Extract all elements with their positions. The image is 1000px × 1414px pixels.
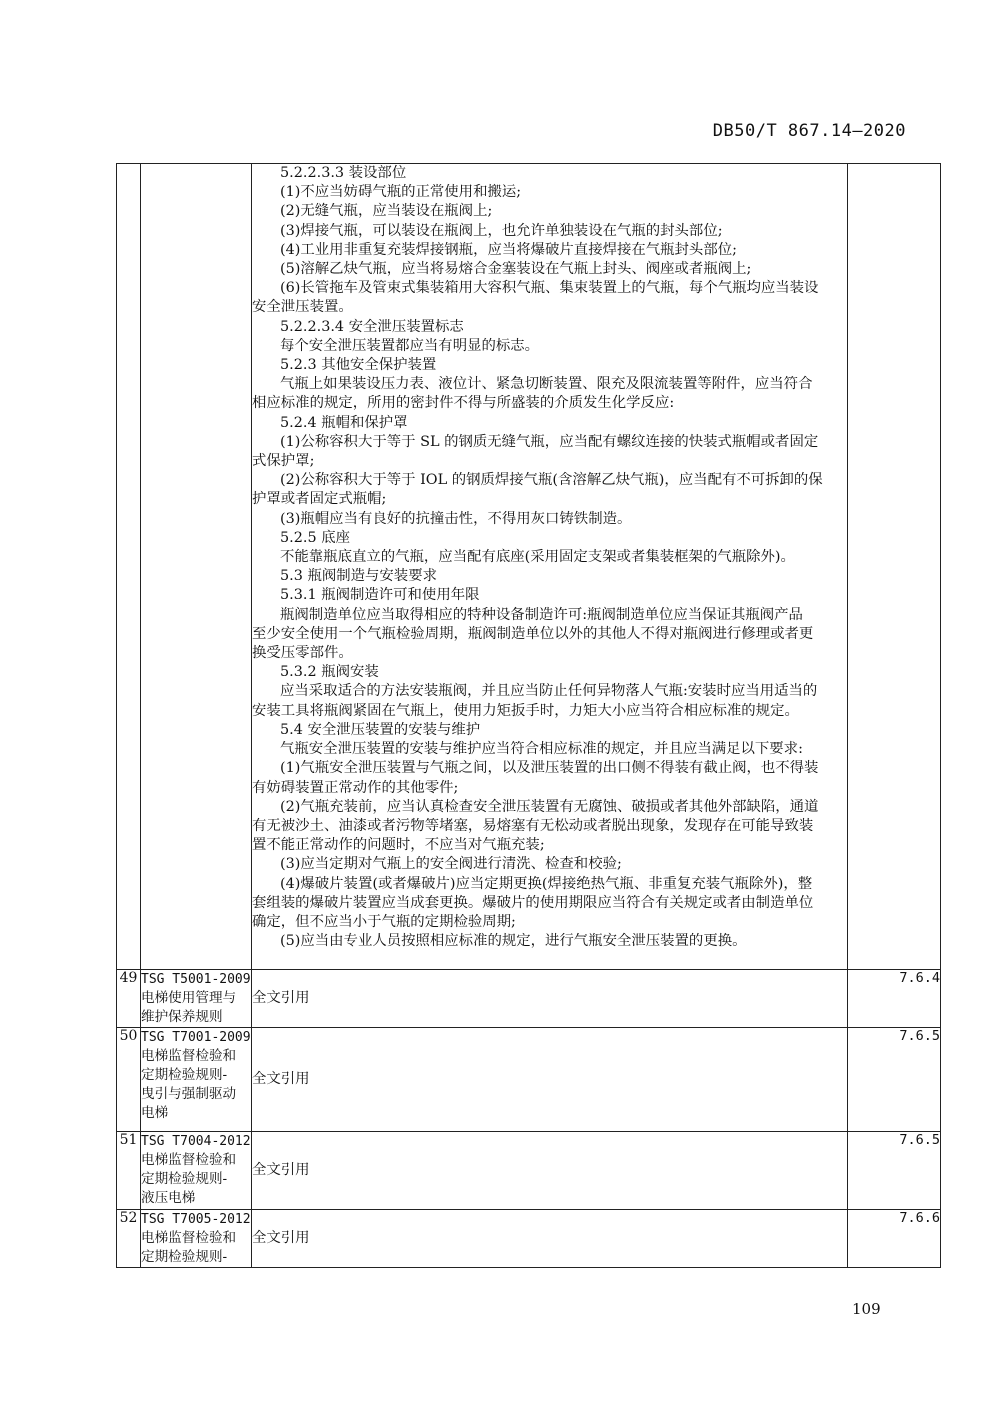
clause-ref: 7.6.6	[848, 1210, 941, 1268]
text-line: (5)应当由专业人员按照相应标准的规定，进行气瓶安全泄压装置的更换。	[280, 933, 747, 950]
text-line: 5.2.4 瓶帽和保护罩	[280, 414, 408, 431]
text-line: 安全泄压装置。	[252, 299, 353, 316]
text-line: 5.4 安全泄压装置的安装与维护	[280, 721, 481, 738]
standard-code: TSG T7001-2009	[141, 1030, 251, 1045]
standard-code: TSG T7004-2012	[141, 1134, 251, 1149]
standard-title-line: 电梯监督检验和	[141, 1048, 237, 1064]
content-text: 全文引用	[252, 970, 848, 1028]
text-line: (1)气瓶安全泄压装置与气瓶之间，以及泄压装置的出口侧不得装有截止阀，也不得装	[280, 760, 819, 777]
text-line: (2)气瓶充装前，应当认真检查安全泄压装置有无腐蚀、破损或者其他外部缺陷，通道	[280, 798, 819, 815]
table-row	[117, 1210, 941, 1268]
text-line: (4)工业用非重复充装焊接钢瓶，应当将爆破片直接焊接在气瓶封头部位;	[280, 241, 737, 258]
text-line: (1)不应当妨碍气瓶的正常使用和搬运;	[280, 184, 522, 201]
text-line: 安装工具将瓶阀紧固在气瓶上，使用力矩扳手时，力矩大小应当符合相应标准的规定。	[252, 702, 799, 719]
text-line: 5.2.2.3.3 装设部位	[280, 165, 407, 181]
row-number: 49	[117, 970, 141, 1028]
standard-title-line: 液压电梯	[141, 1190, 196, 1206]
text-line: 5.3.2 瓶阀安装	[280, 664, 379, 681]
text-line: 确定，但不应当小于气瓶的定期检验周期;	[252, 913, 516, 930]
text-line: 5.2.5 底座	[280, 529, 350, 546]
standard-title-line: 电梯监督检验和	[141, 1230, 237, 1246]
standards-table	[116, 163, 941, 1268]
clause-cell	[848, 164, 941, 970]
text-line: (5)溶解乙炔气瓶，应当将易熔合金塞装设在气瓶上封头、阀座或者瓶阀上;	[280, 261, 752, 278]
standard-title-line: 电梯	[141, 1105, 169, 1121]
text-line: 应当采取适合的方法安装瓶阀，并且应当防止任何异物落人气瓶:安装时应当用适当的	[280, 683, 818, 700]
text-line: (2)无缝气瓶，应当装设在瓶阀上;	[280, 203, 493, 220]
table-row	[117, 1028, 941, 1132]
text-line: (3)应当定期对气瓶上的安全阀进行清洗、检查和校验;	[280, 856, 622, 873]
table-row	[117, 970, 941, 1028]
text-line: 护罩或者固定式瓶帽;	[252, 491, 387, 508]
content-text: 全文引用	[252, 1210, 848, 1268]
standard-name	[141, 1132, 252, 1210]
text-line: 式保护罩;	[252, 453, 315, 470]
clause-ref: 7.6.4	[848, 970, 941, 1028]
text-line: (1)公称容积大于等于 SL 的钢质无缝气瓶，应当配有螺纹连接的快装式瓶帽或者固定	[280, 433, 819, 450]
clause-ref: 7.6.5	[848, 1132, 941, 1210]
content-text: 全文引用	[252, 1028, 848, 1132]
document-code: DB50/T 867.14—2020	[712, 121, 906, 141]
standard-name	[141, 970, 252, 1028]
standard-title-line: 定期检验规则-	[141, 1171, 228, 1187]
content-cell	[252, 164, 848, 970]
content-text: 全文引用	[252, 1132, 848, 1210]
text-line: (3)焊接气瓶，可以装设在瓶阀上，也允许单独装设在气瓶的封头部位;	[280, 222, 723, 239]
standard-title-line: 维护保养规则	[141, 1009, 223, 1025]
standard-title-line: 定期检验规则-	[141, 1249, 228, 1265]
table-row	[117, 1132, 941, 1210]
text-line: 5.2.2.3.4 安全泄压装置标志	[280, 318, 464, 335]
table-row-continuation	[117, 164, 941, 970]
text-line: 置不能正常动作的问题时，不应当对气瓶充装;	[252, 837, 545, 854]
text-line: (4)爆破片装置(或者爆破片)应当定期更换(焊接绝热气瓶、非重复充装气瓶除外)，整	[280, 875, 813, 892]
text-line: (6)长管拖车及管束式集装箱用大容积气瓶、集束装置上的气瓶，每个气瓶均应当装设	[280, 280, 819, 297]
text-line: 气瓶安全泄压装置的安装与维护应当符合相应标准的规定，并且应当满足以下要求:	[280, 741, 803, 758]
text-line: 套组装的爆破片装置应当成套更换。爆破片的使用期限应当符合有关规定或者由制造单位	[252, 894, 814, 911]
standard-code: TSG T5001-2009	[141, 972, 251, 987]
text-line: 5.2.3 其他安全保护装置	[280, 357, 437, 374]
standard-title-line: 电梯使用管理与	[141, 990, 237, 1006]
standard-code: TSG T7005-2012	[141, 1212, 251, 1227]
text-line: 相应标准的规定，所用的密封件不得与所盛装的介质发生化学反应:	[252, 395, 675, 412]
row-number: 51	[117, 1132, 141, 1210]
text-line: 瓶阀制造单位应当取得相应的特种设备制造许可:瓶阀制造单位应当保证其瓶阀产品	[280, 606, 803, 623]
text-line: 有妨碍装置正常动作的其他零件;	[252, 779, 459, 796]
text-line: 每个安全泄压装置都应当有明显的标志。	[280, 337, 540, 354]
standard-title-line: 曳引与强制驱动	[141, 1086, 237, 1102]
standard-title-line: 定期检验规则-	[141, 1067, 228, 1083]
standard-name-cell	[141, 164, 252, 970]
text-line: 有无被沙土、油漆或者污物等堵塞，易熔塞有无松动或者脱出现象，发现存在可能导致装	[252, 817, 814, 834]
text-line: 换受压零部件。	[252, 645, 353, 662]
row-number: 50	[117, 1028, 141, 1132]
standard-name	[141, 1210, 252, 1268]
page-number: 109	[852, 1300, 881, 1318]
text-line: 至少安全使用一个气瓶检验周期，瓶阀制造单位以外的其他人不得对瓶阀进行修理或者更	[252, 625, 814, 642]
text-line: 不能靠瓶底直立的气瓶，应当配有底座(采用固定支架或者集装框架的气瓶除外)。	[280, 549, 795, 566]
text-line: (3)瓶帽应当有良好的抗撞击性，不得用灰口铸铁制造。	[280, 510, 632, 527]
row-number: 52	[117, 1210, 141, 1268]
text-line: 5.3.1 瓶阀制造许可和使用年限	[280, 587, 480, 604]
clause-ref: 7.6.5	[848, 1028, 941, 1132]
text-line: 气瓶上如果装设压力表、液位计、紧急切断装置、限充及限流装置等附件，应当符合	[280, 376, 813, 393]
continuation-text	[252, 164, 847, 951]
row-number-cell	[117, 164, 141, 970]
text-line: 5.3 瓶阀制造与安装要求	[280, 568, 437, 585]
standard-title-line: 电梯监督检验和	[141, 1152, 237, 1168]
standard-name	[141, 1028, 252, 1132]
text-line: (2)公称容积大于等于 IOL 的钢质焊接气瓶(含溶解乙炔气瓶)，应当配有不可拆卸的保	[280, 472, 823, 489]
